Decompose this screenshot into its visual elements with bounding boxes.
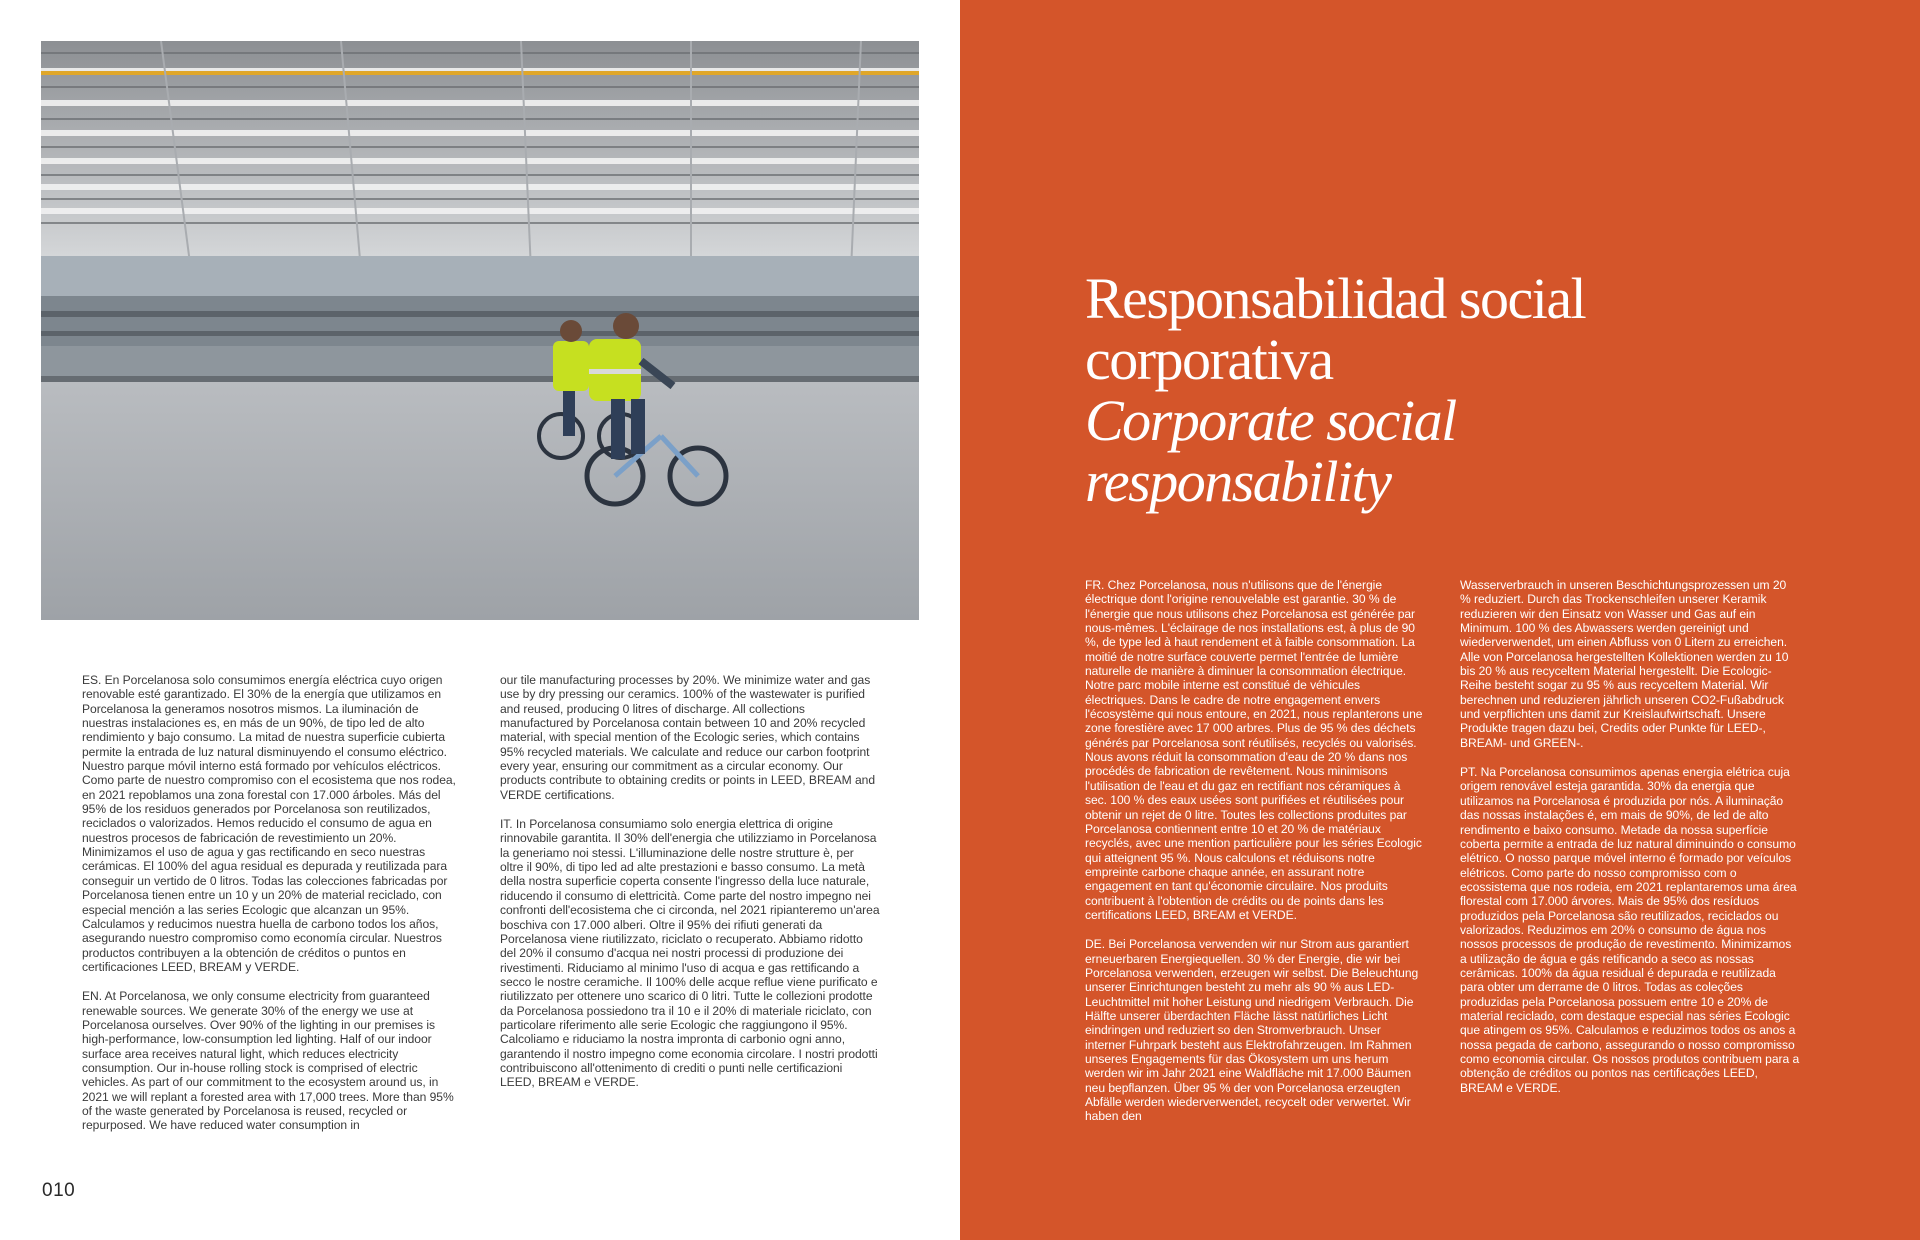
factory-photo	[41, 41, 919, 620]
paragraph-en-continued: our tile manufacturing processes by 20%. We minimize water and gas use by dry pressing our ceramics. 100% of the wastewater is purified and reused, producing 0 litres of discharge. All collections manufactured by Porcelanosa contain between 10 and 20% recycled material, with special mention of the Ecologic series, which contains 95% recycled materials. We calculate and reduce our carbon footprint every year, ensuring our commitment as a circular economy. Our products contribute to obtaining credits or points in LEED, BREAM and VERDE certifications.	[500, 673, 876, 802]
paragraph-de-continued: Wasserverbrauch in unseren Beschichtungsprozessen um 20 % reduziert. Durch das Trockenschleifen unserer Keramik reduzieren wir den Einsatz von Wasser und Gas auf ein Minimum. 100 % des Abwassers werden gereinigt und wiederverwendet, um einen Abfluss von 0 Litern zu erreichen. Alle von Porcelanosa hergestellten Kollektionen werden zu 10 bis 20 % aus recyceltem Material hergestellt. Die Ecologic-Reihe besteht sogar zu 95 % aus recyceltem Material. Wir berechnen und reduzieren jährlich unseren CO2-Fußabdruck und verpflichten uns damit zur Kreislaufwirtschaft. Unsere Produkte tragen dazu bei, Credits oder Punkte für LEED-, BREAM- und GREEN-.	[1460, 578, 1789, 750]
title-spanish: Responsabilidad social corporativa	[1085, 266, 1586, 392]
title-english: Corporate social responsability	[1085, 388, 1456, 514]
paragraph-de: DE. Bei Porcelanosa verwenden wir nur Strom aus garantiert erneuerbaren Energiequellen. 30 % der Energie, die wir bei Porcelanosa verwenden, erzeugen wir selbst. Die Beleuchtung unserer Einrichtungen besteht zu mehr als 90 % aus LED-Leuchtmittel mit hoher Leistung und niedrigem Verbrauch. Die Hälfte unserer überdachten Fläche lässt natürliches Licht eindringen und reduziert so den Stromverbrauch. Unser interner Fuhrpark besteht aus Elektrofahrzeugen. Im Rahmen unseres Engagements für das Ökosystem um uns herum werden wir im Jahr 2021 eine Waldfläche mit 17.000 Bäumen neu bepflanzen. Über 95 % der von Porcelanosa erzeugten Abfälle werden wiederverwendet, recycelt oder verwertet. Wir haben den	[1085, 937, 1419, 1124]
text-column-german-portuguese	[1460, 578, 1800, 1110]
text-column-english-italian	[500, 673, 880, 1105]
paragraph-it: IT. In Porcelanosa consumiamo solo energia elettrica di origine rinnovabile garantita. Il 30% dell'energia che utilizziamo in Porcelanosa la generiamo noi stessi. L'illuminazione delle nostre strutture è, per oltre il 90%, di tipo led ad alte prestazioni e basso consumo. La metà della nostra superficie coperta consente l'ingresso della luce naturale, riducendo il consumo di elettricità. Come parte del nostro impegno nei confronti dell'ecosistema che ci circonda, nel 2021 ripianteremo un'area boschiva con 17.000 alberi. Oltre il 95% dei rifiuti generati da Porcelanosa viene riutilizzato, riciclato o recuperato. Abbiamo ridotto del 20% il consumo d'acqua nei nostri processi di produzione dei rivestimenti. Riduciamo al minimo l'uso di acqua e gas rettificando a secco le nostre ceramiche. Il 100% delle acque reflue viene purificato e riutilizzato per ottenere uno scarico di 0 litri. Tutte le collezioni prodotte da Porcelanosa possiedono tra il 10 e il 20% di materiale riciclato, con particolare riferimento alle serie Ecologic che raggiungono il 95%. Calcoliamo e riduciamo la nostra impronta di carbonio ogni anno, garantendo il nostro impegno come economia circolare. I nostri prodotti contribuiscono all'ottenimento di crediti o punti nelle certificazioni LEED, BREAM e VERDE.	[500, 817, 880, 1090]
paragraph-fr: FR. Chez Porcelanosa, nous n'utilisons que de l'énergie électrique dont l'origine renouvelable est garantie. 30 % de l'énergie que nous utilisons chez Porcelanosa est générée par nous-mêmes. L'éclairage de nos installations est, à plus de 90 %, de type led à haut rendement et à faible consommation. La moitié de notre surface couverte permet l'entrée de lumière naturelle de manière à diminuer la consommation électrique. Notre parc mobile interne est constitué de véhicules électriques. Dans le cadre de notre engagement envers l'écosystème qui nous entoure, en 2021, nous replanterons une zone forestière avec 17 000 arbres. Plus de 95 % des déchets générés par Porcelanosa sont réutilisés, recyclés ou valorisés. Nous avons réduit la consommation d'eau de 20 % dans nos procédés de fabrication de revêtement. Nous minimisons l'utilisation de l'eau et du gaz en rectifiant nos céramiques à sec. 100 % des eaux usées sont purifiées et réutilisées pour obtenir un rejet de 0 litre. Toutes les collections produites par Porcelanosa contiennent entre 10 et 20 % de matériaux recyclés, avec une mention particulière pour les séries Ecologic qui atteignent 95 %. Nous calculons et réduisons notre empreinte carbone chaque année, en assurant notre engagement en tant qu'économie circulaire. Nos produits contribuent à l'obtention de crédits ou de points dans les certifications LEED, BREAM et VERDE.	[1085, 578, 1423, 922]
page-title	[1085, 268, 1605, 512]
paragraph-pt: PT. Na Porcelanosa consumimos apenas energia elétrica cuja origem renovável esteja garantida. 30% da energia que utilizamos na Porcelanosa é produzida por nós. A iluminação das nossas instalações é, em mais de 90%, de led de alto rendimento e baixo consumo. Metade da nossa superfície coberta permite a entrada de luz natural diminuindo o consumo elétrico. O nosso parque móvel interno é formado por veículos elétricos. Como parte do nosso compromisso com o ecossistema que nos rodeia, em 2021 replantaremos uma área florestal com 17.000 árvores. Mais de 95% dos resíduos produzidos pela Porcelanosa são reutilizados, reciclados ou valorizados. Reduzimos em 20% o consumo de água nos nossos processos de produção de revestimento. Minimizamos a utilização de água e gás retificando a seco as nossas cerâmicas. 100% da água residual é depurada e reutilizada para obter um derrame de 0 litros. Todas as coleções produzidas pela Porcelanosa possuem entre 10 e 20% de material reciclado, com destaque especial nas séries Ecologic que atingem os 95%. Calculamos e reduzimos todos os anos a nossa pegada de carbono, assegurando o nosso compromisso como economia circular. Os nossos produtos contribuem para a obtenção de créditos ou pontos nas certificações LEED, BREAM e VERDE.	[1460, 765, 1800, 1095]
factory-illustration	[41, 41, 919, 620]
paragraph-es: ES. En Porcelanosa solo consumimos energía eléctrica cuyo origen renovable esté garantizado. El 30% de la energía que utilizamos en Porcelanosa la generamos nosotros mismos. La iluminación de nuestras instalaciones es, en más de un 90%, de tipo led de alto rendimiento y bajo consumo. La mitad de nuestra superficie cubierta permite la entrada de luz natural disminuyendo el consumo eléctrico. Nuestro parque móvil interno está formado por vehículos eléctricos. Como parte de nuestro compromiso con el ecosistema que nos rodea, en 2021 repoblamos una zona forestal con 17.000 árboles. Más del 95% de los residuos generados por Porcelanosa son reutilizados, reciclados o valorizados. Hemos reducido el consumo de agua en nuestros procesos de fabricación de revestimiento un 20%. Minimizamos el uso de agua y gas rectificando en seco nuestras cerámicas. El 100% del agua residual es depurada y reutilizada para conseguir un vertido de 0 litros. Todas las colecciones fabricadas por Porcelanosa tienen entre un 10 y un 20% de material reciclado, con especial mención a las series Ecologic que alcanzan un 95%. Calculamos y reducimos nuestra huella de carbono todos los años, asegurando nuestro compromiso como economía circular. Nuestros productos contribuyen a la obtención de créditos o puntos en certificaciones LEED, BREAM y VERDE.	[82, 673, 456, 974]
text-column-spanish-english	[82, 673, 462, 1148]
paragraph-en: EN. At Porcelanosa, we only consume electricity from guaranteed renewable sources. We generate 30% of the energy we use at Porcelanosa ourselves. Over 90% of the lighting in our premises is high-performance, low-consumption led lighting. Half of our indoor surface area receives natural light, which reduces electricity consumption. Our in-house rolling stock is comprised of electric vehicles. As part of our commitment to the ecosystem around us, in 2021 we will replant a forested area with 17,000 trees. More than 95% of the waste generated by Porcelanosa is reused, recycled or repurposed. We have reduced water consumption in	[82, 989, 454, 1133]
page-number: 010	[42, 1180, 76, 1201]
text-column-french-german	[1085, 578, 1423, 1139]
